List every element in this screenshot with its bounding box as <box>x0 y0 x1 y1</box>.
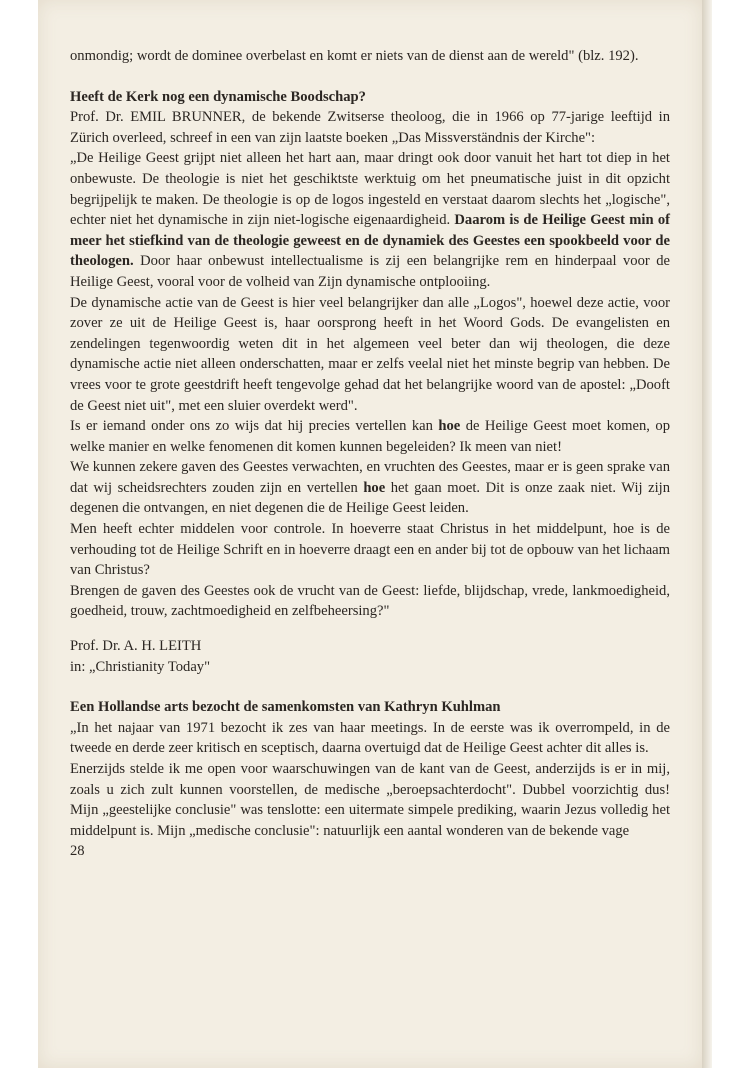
quote-text-end: Door haar onbewust intellectualisme is zij een belangrijke rem en hinderpaal voor de Heilige Geest, vooral voor de volheid van Zijn dynamische ontplooiing. <box>70 253 670 290</box>
paragraph-control: Men heeft echter middelen voor controle. In hoeverre staat Christus in het middelpunt, hoe is de verhouding tot de Heilige Schrift en in hoeverre draagt een en ander bij tot de opbouw van het lichaam van Christus? <box>70 521 670 579</box>
text-span: het gaan moet. Dit is onze zaak niet. Wij zijn degenen die ontvangen, en niet degenen die de Heilige Geest leiden. <box>70 479 670 517</box>
attribution-name: Prof. Dr. A. H. LEITH <box>70 638 202 655</box>
text-span: Is er iemand onder ons zo wijs dat hij precies vertellen kan <box>70 418 439 435</box>
text-span: We kunnen zekere gaven des Geestes verwachten, en vruchten des Geestes, maar er is geen sprake van dat wij scheidsrechters zouden zijn en vertellen <box>70 459 670 496</box>
bold-word-hoe: hoe <box>438 418 461 435</box>
bold-word-hoe: hoe <box>363 479 386 496</box>
brunner-quote-paragraph-2: De dynamische actie van de Geest is hier veel belangrijker dan alle „Logos", hoewel deze actie, voor zover ze uit de Heilige Geest is, haar oorsprong heeft in het Woord Gods. De evangelisten en zendelingen tegenwoordig weten dit in het algemeen veel beter dan wij theologen, die deze dynamische actie niet alleen onderschatten, maar er zelfs veelal niet het minste begrip van hebben. De vrees voor te grote geestdrift heeft tengevolge gehad dat het belangrijke woord van de apostel: „Dooft de Geest niet uit", met een sluier overdekt werd". <box>70 294 670 414</box>
page-content <box>70 46 670 862</box>
page-edge <box>702 0 712 1068</box>
paragraph-gifts <box>70 457 670 519</box>
section-heading-dynamic-message: Heeft de Kerk nog een dynamische Boodschap? <box>70 88 366 105</box>
doctor-paragraph-1: „In het najaar van 1971 bezocht ik zes van haar meetings. In de eerste was ik overrompeld, in de tweede en derde zeer kritisch en sceptisch, daarna overtuigd dat de Heilige Geest achter dit alles is. <box>70 719 670 757</box>
quote-text: „De Heilige Geest grijpt niet alleen het hart aan, maar dringt ook door vanuit het hart tot diep in het onbewuste. De theologie is niet het geschiktste werktuig om het pneumatische juist in dit opzicht begrijpelijk te maken. De theologie is op de logos ingesteld en verstaat daarom slechts het „logische", echter niet het dynamische in zijn niet-logische eigenaardigheid. <box>70 150 670 229</box>
brunner-intro: Prof. Dr. EMIL BRUNNER, de bekende Zwitserse theoloog, die in 1966 op 77-jarige leeftijd in Zürich overleed, schreef in een van zijn laatste boeken „Das Missverständnis der Kirche": <box>70 109 670 146</box>
paragraph-fruits: Brengen de gaven des Geestes ook de vrucht van de Geest: liefde, blijdschap, vrede, lankmoedigheid, goedheid, trouw, zachtmoedigheid en zelfbeheersing?" <box>70 582 670 620</box>
doctor-paragraph-2: Enerzijds stelde ik me open voor waarschuwingen van de kant van de Geest, anderzijds is er in mij, zoals u zich zult kunnen voorstellen, de medische „beroepsachterdocht". Dubbel voorzichtig dus! Mijn „geestelijke conclusie" was tenslotte: een uitermate simpele prediking, waarin Jezus volledig het middelpunt is. Mijn „medische conclusie": natuurlijk een aantal wonderen van de bekende vage <box>70 761 670 839</box>
attribution-source: in: „Christianity Today" <box>70 658 211 675</box>
brunner-quote-paragraph-1 <box>70 148 670 292</box>
page-number: 28 <box>70 843 85 860</box>
lead-paragraph: onmondig; wordt de dominee overbelast en komt er niets van de dienst aan de wereld" (blz. 192). <box>70 48 639 64</box>
quote-bold-text: Daarom is de Heilige Geest min of meer het stiefkind van de theologie geweest en de dynamiek des Geestes een spookbeeld voor de theologen. <box>70 212 670 270</box>
paragraph-who-knows <box>70 416 670 457</box>
text-span: de Heilige Geest moet komen, op welke manier en welke fenomenen dit komen kunnen begeleiden? Ik meen van niet! <box>70 418 670 455</box>
section-heading-dutch-doctor: Een Hollandse arts bezocht de samenkomsten van Kathryn Kuhlman <box>70 699 501 716</box>
